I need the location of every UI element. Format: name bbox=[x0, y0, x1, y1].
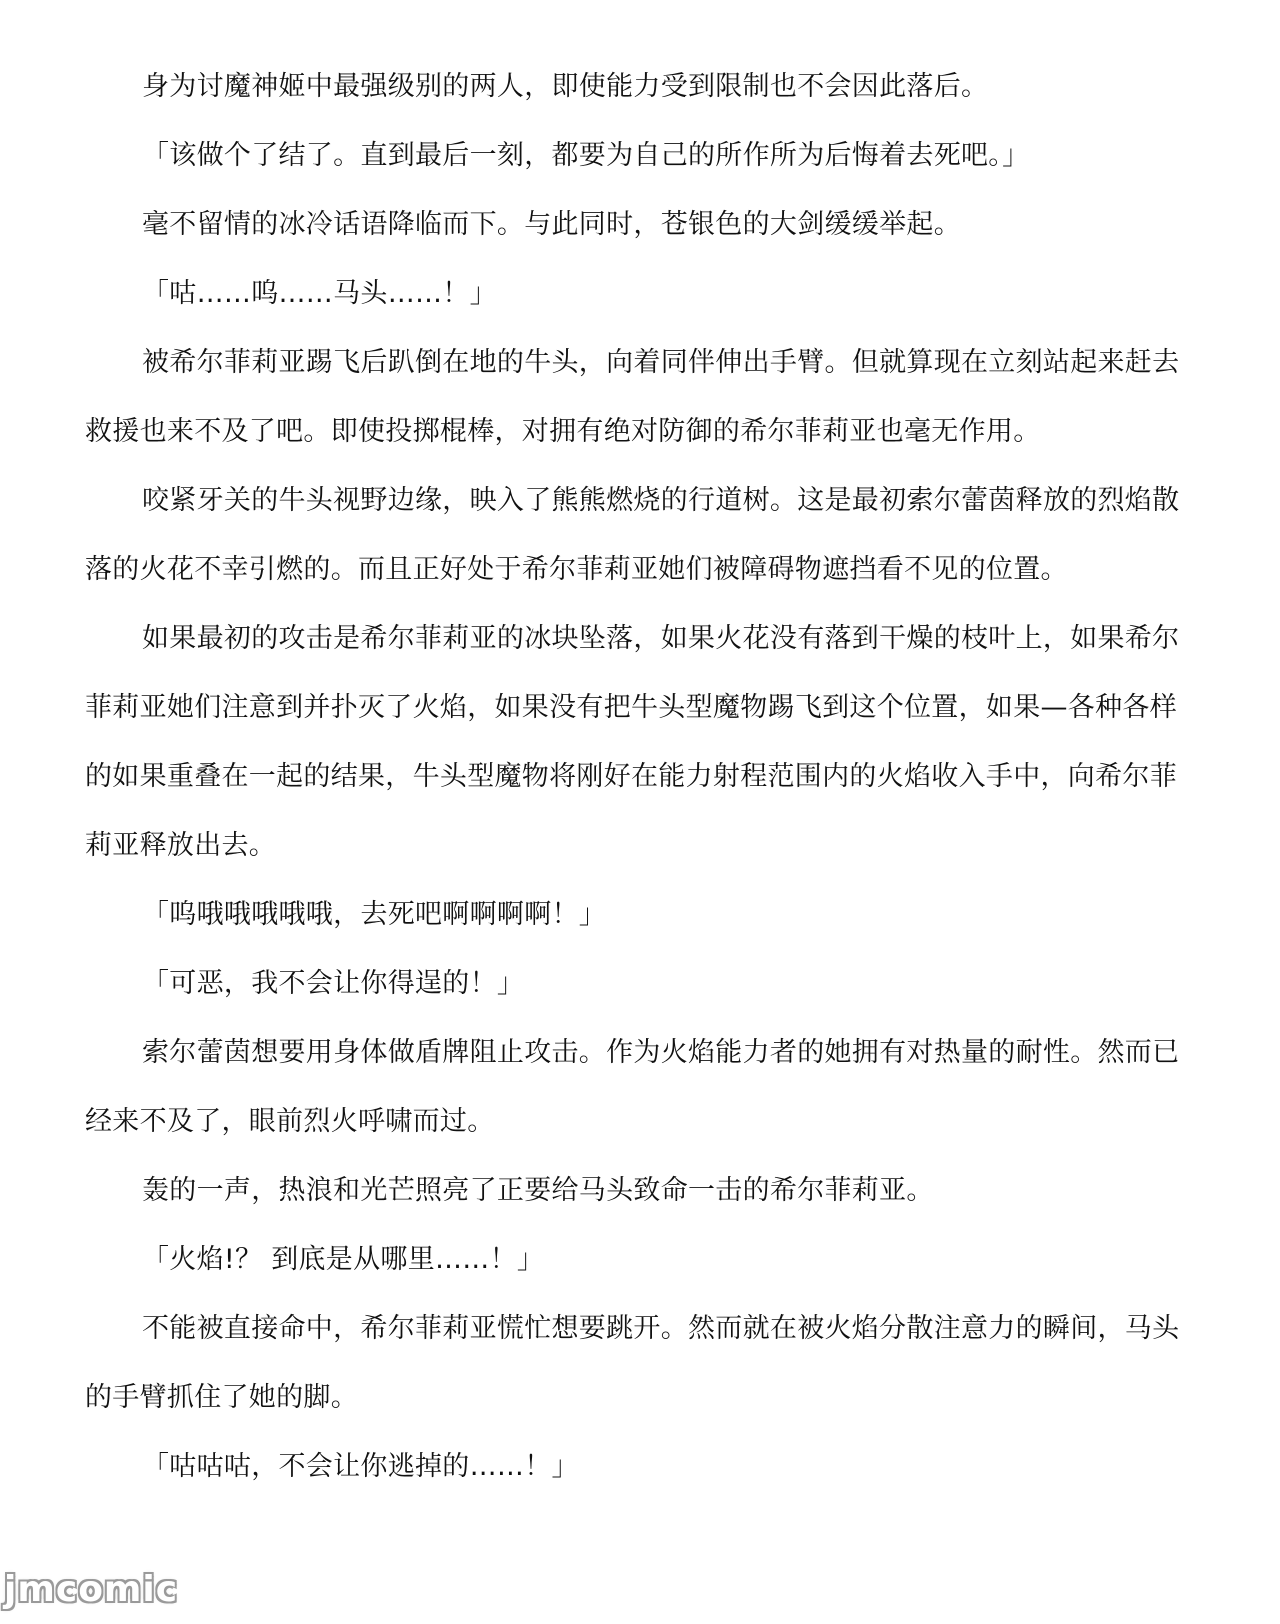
paragraph: 轰的一声，热浪和光芒照亮了正要给马头致命一击的希尔菲莉亚。 bbox=[142, 1175, 934, 1206]
paragraph: 如果最初的攻击是希尔菲莉亚的冰块坠落，如果火花没有落到干燥的枝叶上，如果希尔菲莉亚她们注意到并扑灭了火焰，如果没有把牛头型魔物踢飞到这个位置，如果—各种各样的如果重叠在一起的结果，牛头型魔物将刚好在能力射程范围内的火焰收入手中，向希尔菲莉亚释放出去。 bbox=[85, 623, 1180, 861]
paragraph: 咬紧牙关的牛头视野边缘，映入了熊熊燃烧的行道树。这是最初索尔蕾茵释放的烈焰散落的火花不幸引燃的。而且正好处于希尔菲莉亚她们被障碍物遮挡看不见的位置。 bbox=[85, 485, 1180, 585]
text-column bbox=[85, 52, 1195, 1501]
paragraph: 被希尔菲莉亚踢飞后趴倒在地的牛头，向着同伴伸出手臂。但就算现在立刻站起来赶去救援也来不及了吧。即使投掷棍棒，对拥有绝对防御的希尔菲莉亚也毫无作用。 bbox=[85, 347, 1180, 447]
paragraph: 身为讨魔神姬中最强级别的两人，即使能力受到限制也不会因此落后。 bbox=[142, 71, 989, 102]
dialogue-line: 「可恶，我不会让你得逞的！」 bbox=[142, 968, 525, 999]
dialogue-line: 「呜哦哦哦哦哦，去死吧啊啊啊啊！」 bbox=[142, 899, 607, 930]
dialogue-line: 「咕咕咕，不会让你逃掉的……！」 bbox=[142, 1451, 579, 1482]
paragraph: 毫不留情的冰冷话语降临而下。与此同时，苍银色的大剑缓缓举起。 bbox=[142, 209, 961, 240]
paragraph: 不能被直接命中，希尔菲莉亚慌忙想要跳开。然而就在被火焰分散注意力的瞬间，马头的手臂抓住了她的脚。 bbox=[85, 1313, 1180, 1413]
dialogue-line: 「咕……呜……马头……！」 bbox=[142, 278, 497, 309]
paragraph: 索尔蕾茵想要用身体做盾牌阻止攻击。作为火焰能力者的她拥有对热量的耐性。然而已经来不及了，眼前烈火呼啸而过。 bbox=[85, 1037, 1180, 1137]
dialogue-line: 「该做个了结了。直到最后一刻，都要为自己的所作所为后悔着去死吧。」 bbox=[142, 140, 1030, 171]
watermark-logo: jmcomic bbox=[4, 1569, 179, 1610]
dialogue-line: 「火焰!？ 到底是从哪里……！」 bbox=[142, 1244, 545, 1275]
